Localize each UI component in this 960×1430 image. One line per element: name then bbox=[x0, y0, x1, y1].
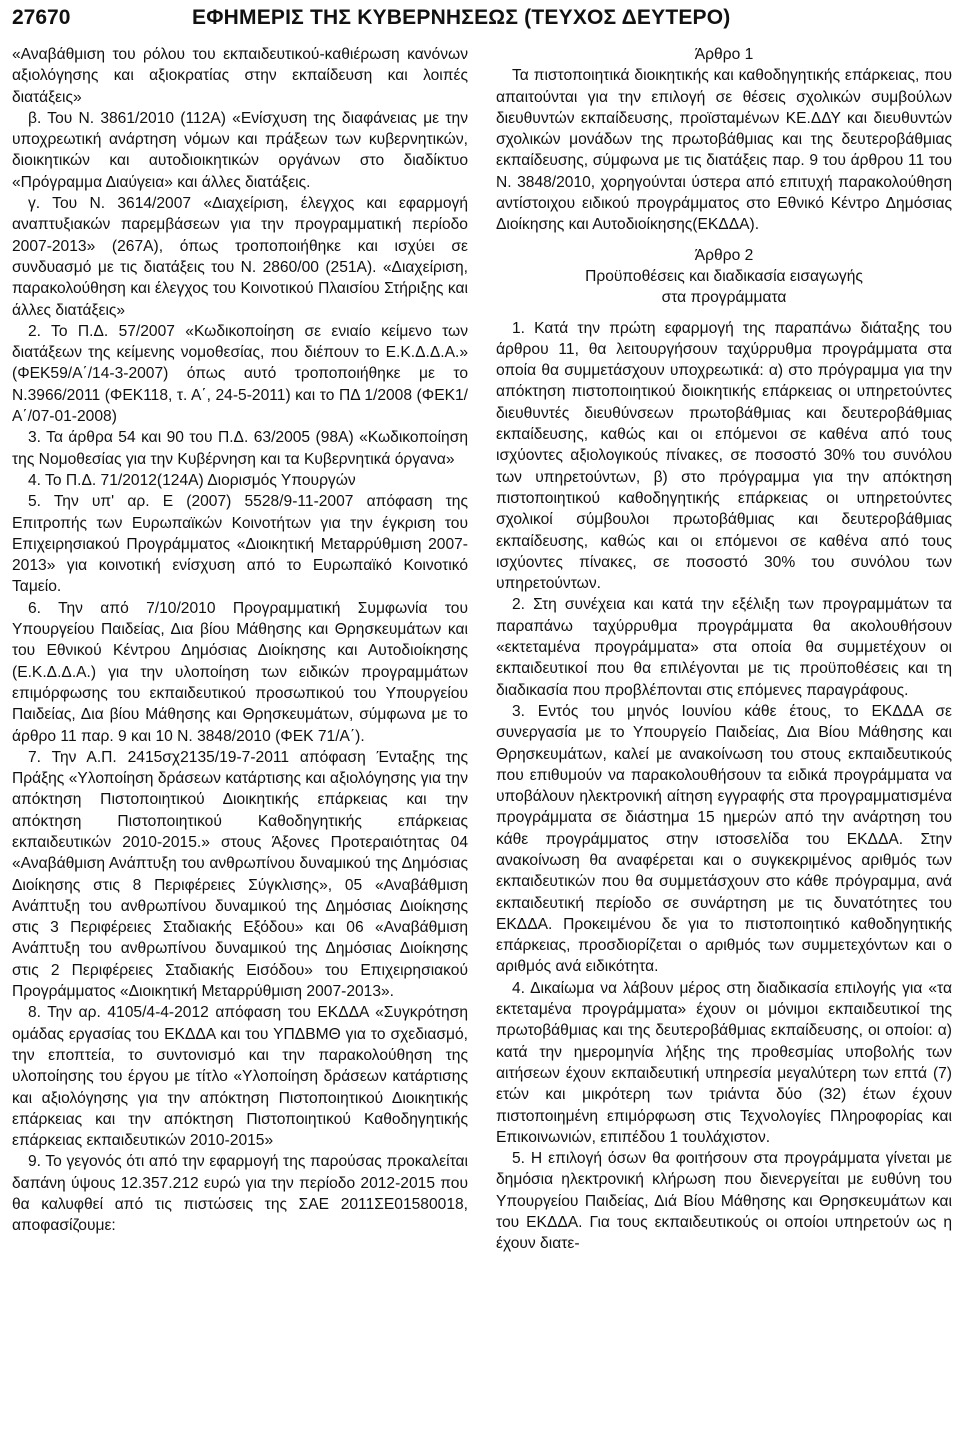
page-number: 27670 bbox=[12, 6, 71, 29]
left-paragraph: 6. Την από 7/10/2010 Προγραμματική Συμφωνία του Υπουργείου Παιδείας, Δια βίου Μάθησης και Θρησκευμάτων και του Εθνικού Κέντρου Δημόσιας Διοίκησης και Αυτοδιοίκησης (Ε.Κ.Δ.Δ.Α.) για την υλοποίηση των ειδικών προγραμμάτων επιμόρφωσης του εκπαιδευτικού προσωπικού του Υπουργείου Παιδείας, Δια βίου Μάθησης και Θρησκευμάτων, σύμφωνα με το άρθρο 11 παρ. 9 και 10 Ν. 3848/2010 (ΦΕΚ 71/Α΄). bbox=[12, 599, 468, 745]
left-paragraph: β. Του Ν. 3861/2010 (112Α) «Ενίσχυση της διαφάνειας με την υποχρεωτική ανάρτηση νόμων και πράξεων των κυβερνητικών, διοικητικών και αυτοδιοικητικών οργάνων στο διαδίκτυο «Πρόγραμμα Διαύγεια» και άλλες διατάξεις. bbox=[12, 109, 468, 191]
right-paragraph: 5. Η επιλογή όσων θα φοιτήσουν στα προγράμματα γίνεται με δημόσια ηλεκτρονική κλήρωση που διενεργείται με ευθύνη του Υπουργείου Παιδείας, Διά Βίου Μάθησης και Θρησκευμάτων και του ΕΚΔΔΑ. Για τους εκπαιδευτικούς οι οποίοι υπηρετούν ως η έχουν διατε- bbox=[496, 1150, 952, 1253]
left-paragraph: 7. Την Α.Π. 2415σχ2135/19-7-2011 απόφαση Ένταξης της Πράξης «Υλοποίηση δράσεων κατάρτισης και αξιολόγησης για την απόκτηση Πιστοποιητικού Διοικητικής επάρκειας και την απόκτηση Πιστοποιητικού Καθοδηγητικής επάρκειας εκπαιδευτικών 2010-2015.» στους Άξονες Προτεραιότητας 04 «Αναβάθμιση Ανάπτυξη του ανθρωπίνου δυναμικού της Δημόσιας Διοίκησης στις 8 Περιφέρειες Σύγκλισης», 05 «Αναβάθμιση Ανάπτυξη του ανθρωπίνου δυναμικού της Δημόσιας Διοίκησης στις 3 Περιφέρειες Σταδιακής Εξόδου» και 06 «Αναβάθμιση Ανάπτυξη του ανθρωπίνου δυναμικού της Δημόσιας Διοίκησης στις 2 Περιφέρειες Σταδιακής Εισόδου» του Επιχειρησιακού Προγράμματος «Διοικητική Μεταρρύθμιση 2007-2013». bbox=[12, 748, 468, 1001]
left-paragraph: 2. Το Π.Δ. 57/2007 «Κωδικοποίηση σε ενιαίο κείμενο των διατάξεων της κείμενης νομοθεσίας, που διέπουν το Ε.Κ.Δ.Δ.Α.» (ΦΕΚ59/Α΄/14-3-2007) όπως αυτό τροποποιήθηκε με το Ν.3966/2011 (ΦΕΚ118, τ. Α΄, 24-5-2011) και το ΠΔ 1/2008 (ΦΕΚ1/Α΄/07-01-2008) bbox=[12, 322, 468, 426]
left-paragraph: 9. Το γεγονός ότι από την εφαρμογή της παρούσας προκαλείται δαπάνη ύψους 12.357.212 ευρώ για την περίοδο 2012-2015 που θα καλυφθεί από τις πιστώσεις της ΣΑΕ 2011ΣΕ01580018, αποφασίζουμε: bbox=[12, 1153, 468, 1235]
left-paragraph: 8. Την αρ. 4105/4-4-2012 απόφαση του ΕΚΔΔΑ «Συγκρότηση ομάδας εργασίας του ΕΚΔΔΑ και του ΥΠΔΒΜΘ για το σχεδιασμό, την εποπτεία, το συντονισμό και την παρακολούθηση της υλοποίησης του έργου με τίτλο «Υλοποίηση δράσεων κατάρτισης και αξιολόγησης για την απόκτηση Πιστοποιητικού Διοικητικής επάρκειας και την απόκτηση Πιστοποιητικού Καθοδηγητικής επάρκειας εκπαιδευτικών 2010-2015» bbox=[12, 1004, 468, 1150]
left-paragraph: 5. Την υπ' αρ. Ε (2007) 5528/9-11-2007 απόφαση της Επιτροπής των Ευρωπαϊκών Κοινοτήτων για την έγκριση του Επιχειρησιακού Προγράμματος «Διοικητική Μεταρρύθμιση 2007-2013» για κοινοτική ενίσχυση από το Ευρωπαϊκό Κοινοτικό Ταμείο. bbox=[12, 493, 468, 596]
left-paragraph: «Αναβάθμιση του ρόλου του εκπαιδευτικού-καθιέρωση κανόνων αξιολόγησης και αξιοκρατίας στην εκπαίδευση και λοιπές διατάξεις» bbox=[12, 46, 468, 106]
right-column bbox=[496, 44, 952, 1255]
journal-title: ΕΦΗΜΕΡΙΣ ΤΗΣ ΚΥΒΕΡΝΗΣΕΩΣ (ΤΕΥΧΟΣ ΔΕΥΤΕΡΟ) bbox=[192, 6, 731, 29]
article-2-subtitle: στα προγράμματα bbox=[661, 289, 787, 307]
article-1-text: Τα πιστοποιητικά διοικητικής και καθοδηγητικής επάρκειας, που απαιτούνται για την επιλογή σε θέσεις σχολικών συμβούλων διευθυντών εκπαίδευσης, προϊσταμένων ΚΕ.ΔΔΥ και διευθυντών σχολικών μονάδων της πρωτοβάθμιας και της δευτεροβάθμιας εκπαίδευσης, σύμφωνα με τις διατάξεις παρ. 9 του άρθρου 11 του Ν. 3848/2010, χορηγούνται ύστερα από επιτυχή παρακολούθηση αντίστοιχου ειδικού προγράμματος στο Εθνικό Κέντρο Δημόσιας Διοίκησης και Αυτοδιοίκησης(ΕΚΔΔΑ). bbox=[496, 67, 952, 234]
left-column bbox=[12, 44, 468, 1237]
left-paragraph: 4. Το Π.Δ. 71/2012(124Α) Διορισμός Υπουργών bbox=[28, 471, 356, 489]
page-header bbox=[12, 6, 948, 36]
right-paragraph: 4. Δικαίωμα να λάβουν μέρος στη διαδικασία επιλογής για «τα εκτεταμένα προγράμματα» έχουν οι μόνιμοι εκπαιδευτικοί της πρωτοβάθμιας και της δευτεροβάθμιας εκπαίδευσης, οι οποίοι: α) κατά την ημερομηνία λήξης της προθεσμίας υποβολής των αιτήσεων έχουν εκπαιδευτική υπηρεσία μεγαλύτερη των επτά (7) ετών και μικρότερη των τριάντα δύο (32) έτων έχουν πιστοποιημένη επιμόρφωση στις Τεχνολογίες Πληροφορίας και Επικοινωνιών, επιπέδου 1 τουλάχιστον. bbox=[496, 979, 952, 1146]
right-paragraph: 1. Κατά την πρώτη εφαρμογή της παραπάνω διάταξης του άρθρου 11, θα λειτουργήσουν ταχύρρυθμα προγράμματα στα οποία θα συμμετάσχουν υποχρεωτικά: α) στο πρόγραμμα για την απόκτηση πιστοποιητικού διοικητικής επάρκειας οι υπηρετούντες διευθυντές διευθύνσεων πρωτοβάθμιας και δευτεροβάθμιας εκπαίδευσης, καθώς και οι επόμενοι σε καθένα από τους ισχύοντες αξιολογικούς πίνακες, σε ποσοστό 30% του συνόλου των υπηρετούντων, β) στο πρόγραμμα για την απόκτηση πιστοποιητικού καθοδηγητικής επάρκειας οι υπηρετούντες σχολικοί σύμβουλοι πρωτοβάθμιας και δευτεροβάθμιας εκπαίδευσης, καθώς και οι επόμενοι σε καθένα από τους ισχύοντες πίνακες, σε ποσοστό 30% του συνόλου των υπηρετούντων. bbox=[496, 319, 952, 593]
article-1-title: Άρθρο 1 bbox=[694, 46, 754, 63]
article-2-title: Άρθρο 2 bbox=[694, 246, 754, 264]
article-2-subtitle: Προϋποθέσεις και διαδικασία εισαγωγής bbox=[585, 267, 863, 285]
left-paragraph: 3. Τα άρθρα 54 και 90 του Π.Δ. 63/2005 (98Α) «Κωδικοποίηση της Νομοθεσίας για την Κυβέρνηση και τα Κυβερνητικά όργανα» bbox=[12, 429, 468, 468]
left-paragraph: γ. Του Ν. 3614/2007 «Διαχείριση, έλεγχος και εφαρμογή αναπτυξιακών παρεμβάσεων για την προγραμματική περίοδο 2007-2013» (267Α), όπως τροποποιήθηκε και ισχύει σε συνδυασμό με τις διατάξεις του Ν. 2860/00 (251Α). «Διαχείριση, παρακολούθηση και έλεγχος του Κοινοτικού Πλαισίου Στήριξης και άλλες διατάξεις» bbox=[12, 195, 468, 319]
right-paragraph: 2. Στη συνέχεια και κατά την εξέλιξη των προγραμμάτων τα παραπάνω ταχύρρυθμα προγράμματα θα ακολουθήσουν «εκτεταμένα προγράμματα» στα οποία θα συμμετέχουν οι εκπαιδευτικοί που θα επιλέγονται με τις προϋποθέσεις και τη διαδικασία που προβλέπονται στις επόμενες παραγράφους. bbox=[496, 596, 952, 699]
right-paragraph: 3. Εντός του μηνός Ιουνίου κάθε έτους, το ΕΚΔΔΑ σε συνεργασία με το Υπουργείο Παιδείας, Δια Βίου Μάθησης και Θρησκευμάτων, καλεί με ανακοίνωση του στους εκπαιδευτικούς που επιθυμούν να παρακολουθήσουν τα ειδικά προγράμματα να υποβάλουν ηλεκτρονική αίτηση εγγραφής στα προγραμματισμένα προγράμματα σε διάστημα 15 ημερών από την ανάρτηση του κάθε προγράμματος στην ιστοσελίδα του ΕΚΔΔΑ. Στην ανακοίνωση θα αναφέρεται και ο συγκεκριμένος αριθμός των εκπαιδευτικών που θα συμμετάσχουν στο κάθε πρόγραμμα, ανά εκπαιδευτική περίοδο σε συνάρτηση με τις δυνατότητες του ΕΚΔΔΑ. Προκειμένου δε για το πιστοποιητικό καθοδηγητικής επάρκειας, προσδιορίζεται ο αριθμός των συμμετεχόντων και ο αριθμός ανά ειδικότητα. bbox=[496, 702, 952, 976]
